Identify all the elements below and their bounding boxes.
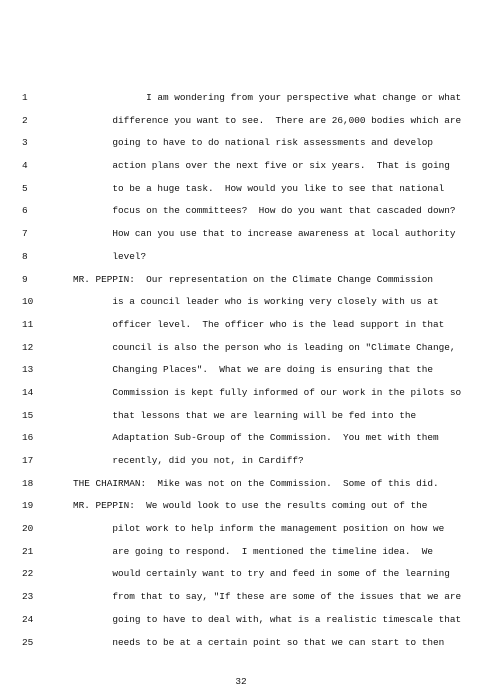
transcript-line [0,112,482,135]
transcript-line [0,316,482,339]
line-number: 21 [22,545,34,557]
line-number: 9 [22,273,28,285]
line-text: Commission is kept fully informed of our work in the pilots so [73,386,462,398]
line-number: 2 [22,114,28,126]
line-text: pilot work to help inform the management position on how we [73,523,445,535]
line-number: 1 [22,92,28,103]
line-number: 14 [22,386,34,398]
line-number: 17 [22,455,34,466]
transcript-line [0,134,482,157]
line-number: 10 [22,296,34,308]
line-text: that lessons that we are learning will be fed into the [73,409,417,421]
transcript-lines [0,89,482,656]
line-text: from that to say, "If these are some of the issues that we are [73,591,462,603]
line-text: Changing Places". What we are doing is ensuring that the [73,364,434,376]
transcript-line [0,634,482,657]
line-number: 20 [22,523,34,535]
transcript-line [0,611,482,634]
transcript-line [0,339,482,362]
line-text: focus on the committees? How do you want that cascaded down? [73,205,456,217]
transcript-line [0,452,482,475]
line-text: going to have to do national risk assessments and develop [73,137,434,149]
line-number: 12 [22,341,34,353]
transcript-line [0,248,482,271]
line-number: 18 [22,477,34,489]
line-text: action plans over the next five or six years. That is going [73,160,450,172]
line-number: 19 [22,500,34,512]
transcript-line [0,543,482,566]
page-number: 32 [235,676,247,687]
line-text: recently, did you not, in Cardiff? [73,455,304,466]
line-number: 11 [22,318,34,330]
transcript-line [0,497,482,520]
transcript-line [0,407,482,430]
line-text: going to have to deal with, what is a realistic timescale that [73,613,462,625]
line-text: I am wondering from your perspective what change or what [73,92,462,103]
line-number: 5 [22,182,28,194]
line-number: 8 [22,250,28,262]
line-number: 4 [22,160,28,172]
transcript-line [0,202,482,225]
line-text: needs to be at a certain point so that we can start to then [73,636,445,648]
line-number: 23 [22,591,34,603]
line-number: 22 [22,568,34,580]
transcript-line [0,475,482,498]
line-number: 16 [22,432,34,444]
transcript-line [0,361,482,384]
transcript-line [0,588,482,611]
transcript-line [0,565,482,588]
line-text: officer level. The officer who is the lead support in that [73,318,445,330]
line-text: council is also the person who is leading on "Climate Change, [73,341,456,353]
line-text: THE CHAIRMAN: Mike was not on the Commission. Some of this did. [73,477,439,489]
line-text: to be a huge task. How would you like to see that national [73,182,445,194]
transcript-line [0,180,482,203]
transcript-line [0,271,482,294]
line-text: would certainly want to try and feed in some of the learning [73,568,450,580]
line-text: are going to respond. I mentioned the timeline idea. We [73,545,434,557]
line-number: 13 [22,364,34,376]
line-text: MR. PEPPIN: We would look to use the results coming out of the [73,500,428,512]
line-text: MR. PEPPIN: Our representation on the Climate Change Commission [73,273,434,285]
line-number: 15 [22,409,34,421]
line-number: 6 [22,205,28,217]
line-number: 7 [22,228,28,240]
transcript-line [0,429,482,452]
line-text: is a council leader who is working very closely with us at [73,296,439,308]
line-text: Adaptation Sub-Group of the Commission. You met with them [73,432,439,444]
transcript-line [0,384,482,407]
transcript-line [0,520,482,543]
line-number: 3 [22,137,28,149]
line-text: How can you use that to increase awareness at local authority [73,228,456,240]
transcript-line [0,225,482,248]
transcript-line [0,293,482,316]
transcript-line [0,89,482,112]
line-text: difference you want to see. There are 26,000 bodies which are [73,114,462,126]
line-number: 25 [22,636,34,648]
line-text: level? [73,250,147,262]
line-number: 24 [22,613,34,625]
transcript-line [0,157,482,180]
